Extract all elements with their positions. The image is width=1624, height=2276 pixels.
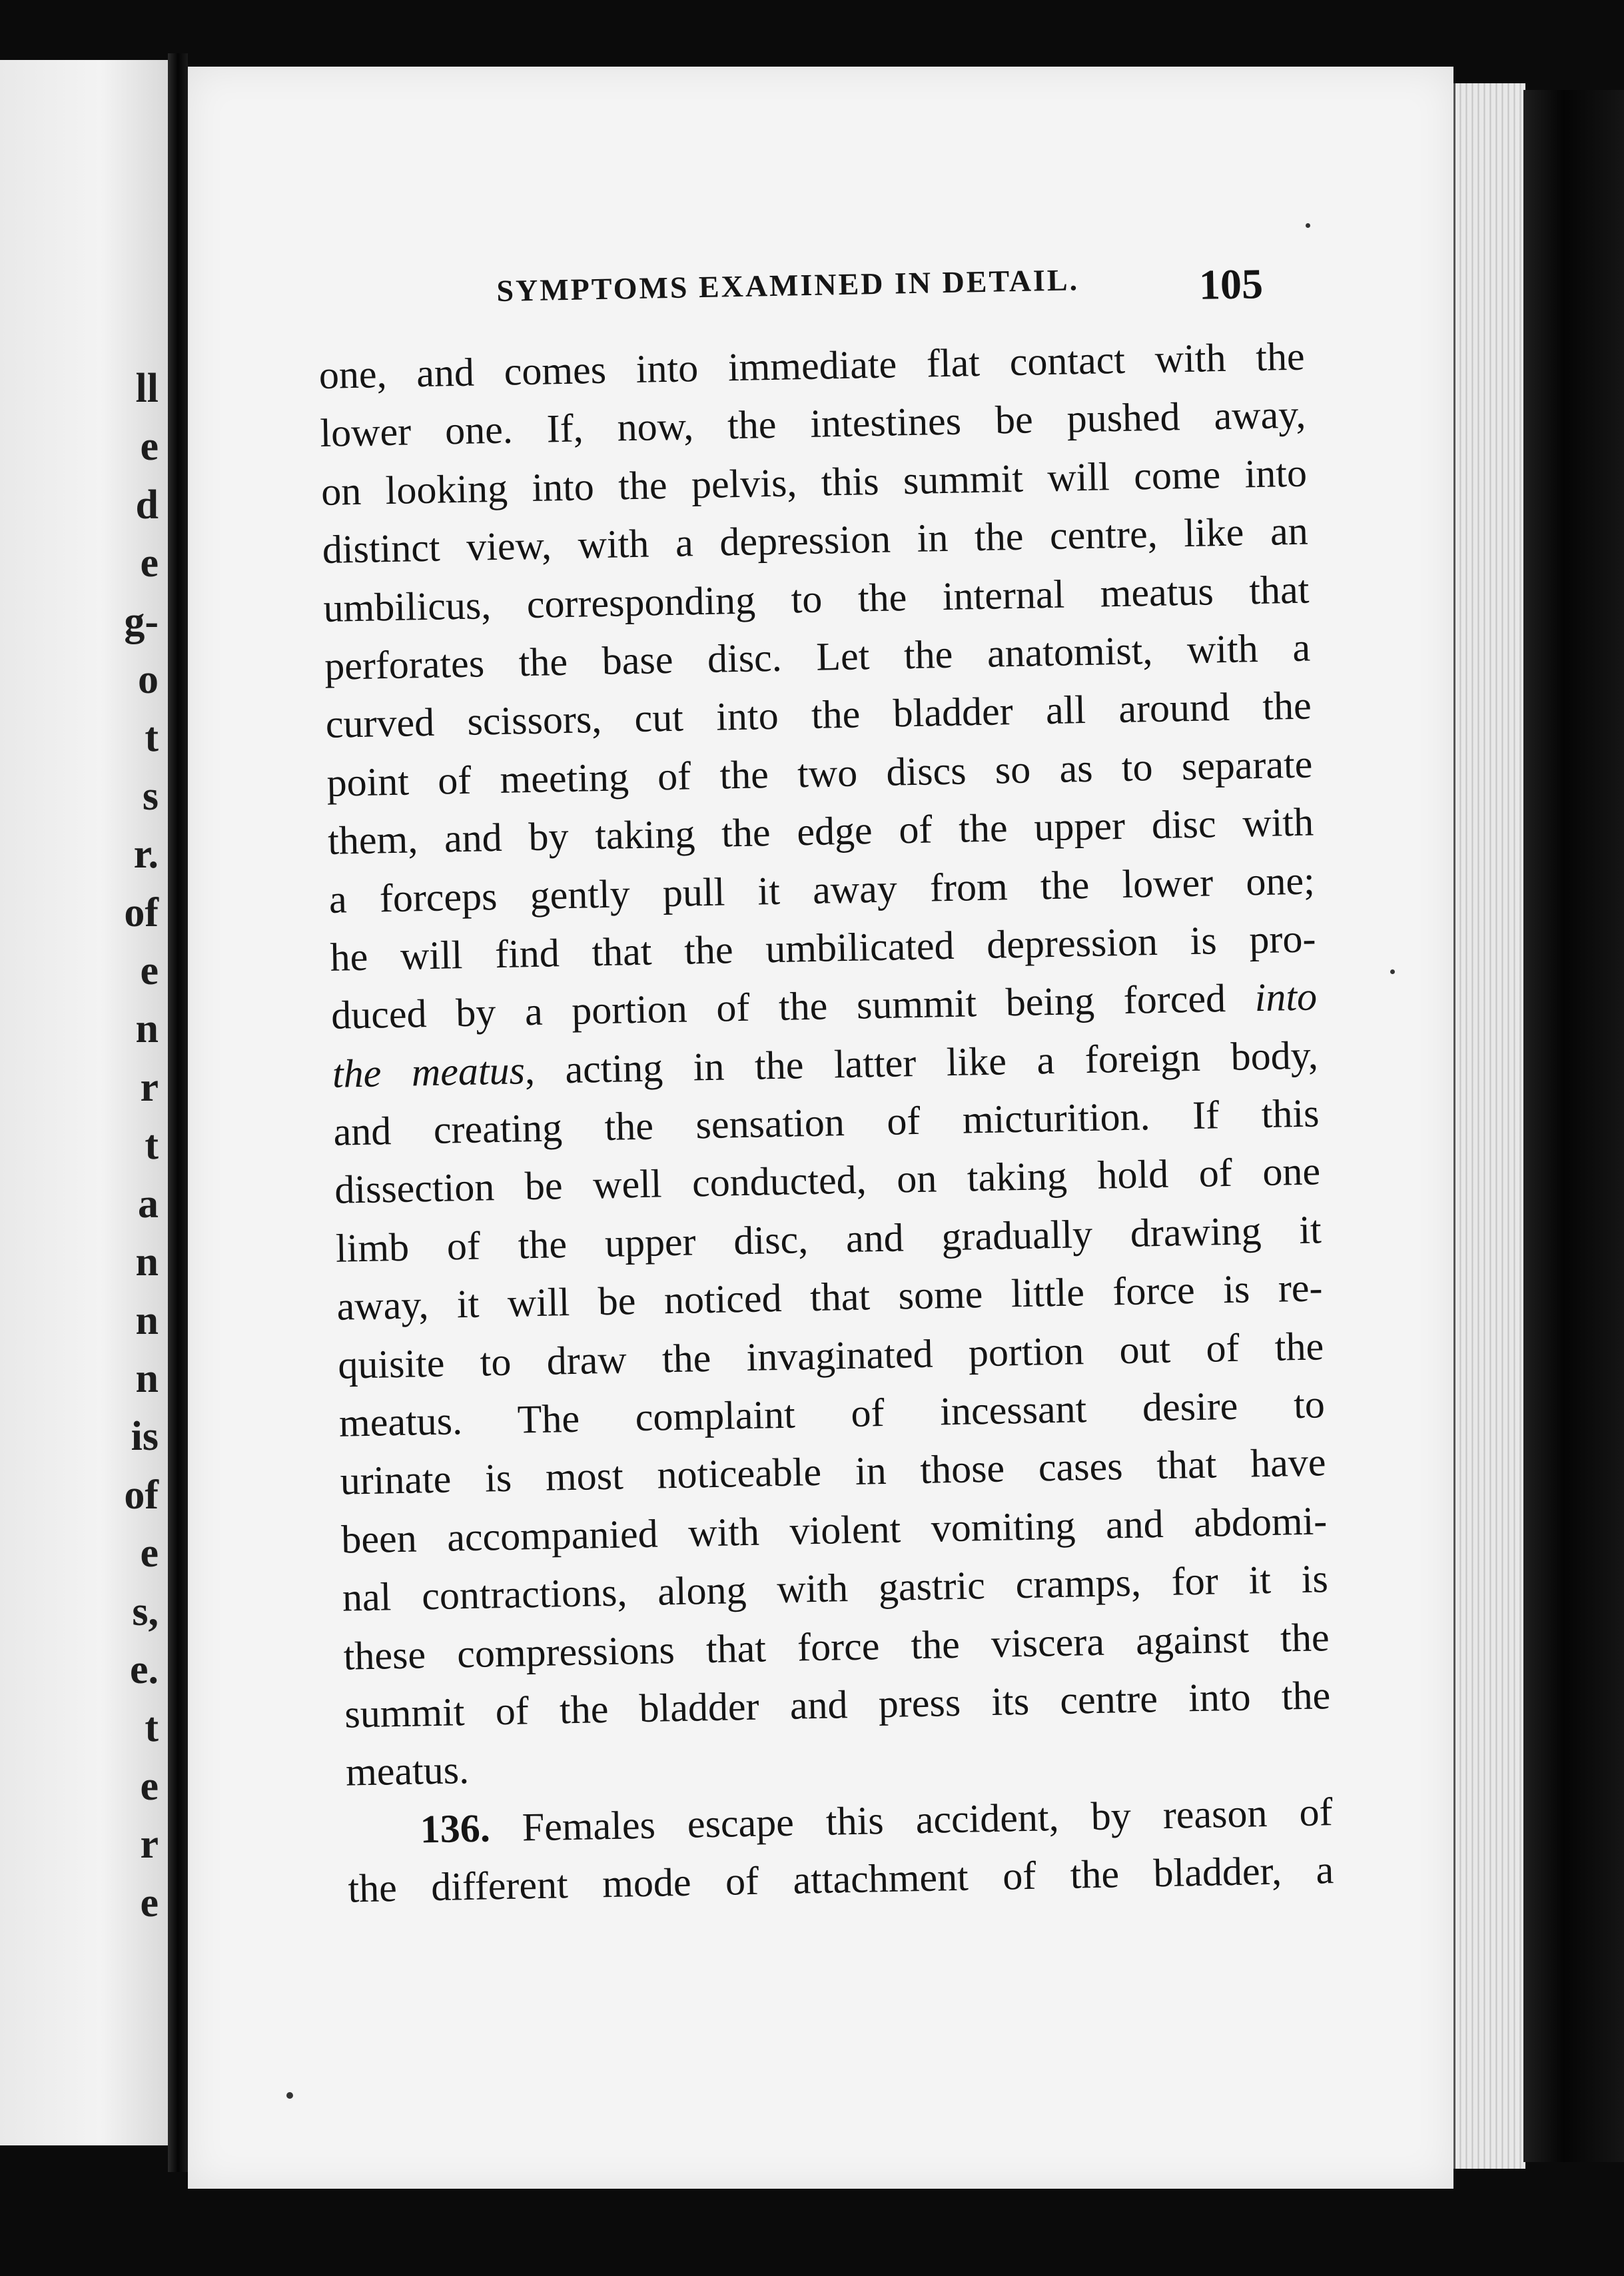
text-line: point of meeting of the two discs so as to separate xyxy=(326,742,1313,805)
text-line: these compressions that force the viscera against the xyxy=(343,1614,1330,1678)
left-edge-char: d xyxy=(135,482,159,528)
left-edge-char: e xyxy=(140,948,159,994)
text-line: nal contractions, along with gastric cramps, for it is xyxy=(342,1556,1329,1620)
text-line: perforates the base disc. Let the anatomist, with a xyxy=(324,625,1311,688)
book-cover-edge xyxy=(1523,90,1624,2162)
text-line: and creating the sensation of micturition. If this xyxy=(333,1091,1320,1154)
left-edge-char: e xyxy=(140,1880,159,1926)
left-edge-char: of xyxy=(124,889,159,935)
left-edge-char: e xyxy=(140,540,159,586)
text-line: summit of the bladder and press its centre into the xyxy=(344,1673,1331,1736)
text-line: meatus. The complaint of incessant desire to xyxy=(338,1382,1326,1445)
left-edge-char: s xyxy=(142,773,159,819)
left-edge-char: o xyxy=(138,657,159,703)
left-edge-char: a xyxy=(138,1181,159,1227)
left-edge-char: r. xyxy=(133,832,159,877)
text-line: curved scissors, cut into the bladder all around the xyxy=(325,683,1312,747)
text-line: the meatus, acting in the latter like a foreign body, xyxy=(332,1033,1319,1096)
text-line: been accompanied with violent vomiting and abdomi- xyxy=(340,1498,1328,1562)
text-line: quisite to draw the invaginated portion out of the xyxy=(337,1323,1324,1387)
left-edge-char: n xyxy=(135,1006,159,1052)
text-line: away, it will be noticed that some little force is re- xyxy=(336,1265,1324,1329)
text-line: one, and comes into immediate flat contact with the xyxy=(318,334,1306,397)
left-edge-char: ll xyxy=(135,366,159,411)
text-line: he will find that the umbilicated depression is pro- xyxy=(329,916,1316,979)
left-edge-char: n xyxy=(135,1355,159,1401)
left-edge-char: t xyxy=(145,1123,159,1169)
text-line: umbilicus, corresponding to the internal meatus that xyxy=(322,567,1310,630)
italic-phrase: the meatus xyxy=(332,1047,526,1096)
left-edge-char: t xyxy=(145,1705,159,1751)
left-edge-char: e xyxy=(140,1530,159,1576)
text-line: meatus. xyxy=(345,1748,470,1794)
scan-speck xyxy=(1390,969,1395,974)
running-head: SYMPTOMS EXAMINED IN DETAIL. xyxy=(496,263,1080,308)
left-edge-char: e xyxy=(140,424,159,470)
left-edge-char: s, xyxy=(132,1588,159,1634)
italic-phrase: into xyxy=(1254,974,1318,1020)
text-line: urinate is most noticeable in those cases that have xyxy=(340,1440,1327,1504)
left-edge-char: r xyxy=(140,1064,159,1110)
page-edges xyxy=(1453,83,1525,2169)
left-edge-char: of xyxy=(124,1472,159,1518)
text-line: a forceps gently pull it away from the lower one; xyxy=(328,857,1316,921)
text-line: limb of the upper disc, and gradually drawing it xyxy=(335,1207,1322,1271)
text-line: lower one. If, now, the intestines be pushed away, xyxy=(319,392,1306,456)
left-edge-char: r xyxy=(140,1822,159,1868)
text-line: on looking into the pelvis, this summit will come into xyxy=(320,450,1308,514)
left-edge-char: t xyxy=(145,715,159,761)
left-page-fragment xyxy=(0,60,171,2145)
text-line: duced by a portion of the summit being forced into xyxy=(330,974,1318,1038)
page-number: 105 xyxy=(1198,260,1264,308)
paragraph-number: 136. xyxy=(420,1806,491,1852)
left-page-edge-text xyxy=(124,360,159,1932)
paragraph-136-second-line: the different mode of attachment of the bladder, a xyxy=(347,1848,1334,1911)
book-gutter xyxy=(168,53,188,2172)
paragraph-136-first-line: 136. Females escape this accident, by reason of xyxy=(420,1789,1334,1852)
text-line: them, and by taking the edge of the upper disc with xyxy=(327,800,1314,863)
left-edge-char: e xyxy=(140,1763,159,1809)
left-edge-char: n xyxy=(135,1297,159,1343)
left-edge-char: e. xyxy=(129,1646,159,1692)
body-text xyxy=(318,328,1334,1919)
text-line: dissection be well conducted, on taking hold of one xyxy=(334,1149,1321,1213)
scan-speck xyxy=(1306,223,1310,228)
left-edge-char: is xyxy=(131,1414,159,1460)
scan-speck xyxy=(286,2092,293,2099)
text-line: distinct view, with a depression in the centre, like an xyxy=(322,508,1309,572)
left-edge-char: g- xyxy=(124,598,159,644)
left-edge-char: n xyxy=(135,1239,159,1285)
